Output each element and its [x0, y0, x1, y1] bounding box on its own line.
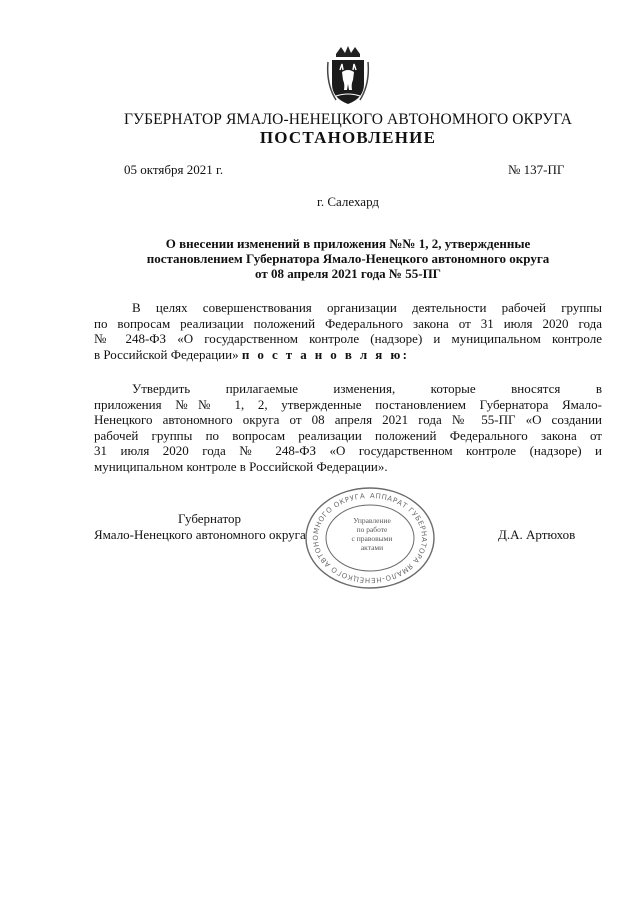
- seal-line: по работе: [356, 525, 388, 534]
- seal-inner-text: [338, 516, 406, 552]
- document-subject: [120, 236, 576, 281]
- issuer-title: ГУБЕРНАТОР ЯМАЛО-НЕНЕЦКОГО АВТОНОМНОГО ОКРУГА: [123, 111, 573, 128]
- seal-ring-text: АППАРАТ ГУБЕРНАТОРА ЯМАЛО-НЕНЕЦКОГО АВТОНОМНОГО ОКРУГА: [311, 491, 429, 585]
- seal-line: с правовыми: [351, 534, 393, 543]
- decree-verb: п о с т а н о в л я ю:: [241, 346, 410, 362]
- coat-of-arms-icon: [326, 44, 370, 108]
- signatory-name: Д.А. Артюхов: [498, 527, 576, 542]
- preamble-paragraph: [94, 300, 602, 362]
- paragraph-line: 31 июля 2020 года № 248-ФЗ «О государственном контроле (надзоре) и: [94, 443, 602, 458]
- signatory-organization: Ямало-Ненецкого автономного округа: [94, 527, 306, 542]
- paragraph-line: приложения №№ 1, 2, утвержденные постановлением Губернатора Ямало-: [94, 396, 602, 412]
- paragraph-line: Ненецкого автономного округа от 08 апреля 2021 года № 55-ПГ «О создании: [94, 412, 602, 427]
- subject-line: постановлением Губернатора Ямало-Ненецкого автономного округа: [146, 251, 550, 266]
- paragraph-line: по вопросам реализации положений Федерального закона от 31 июля 2020 года: [94, 315, 602, 331]
- subject-line: О внесении изменений в приложения №№ 1, 2, утвержденные: [165, 236, 531, 251]
- seal-line: актами: [360, 543, 384, 552]
- paragraph-line: В целях совершенствования организации деятельности рабочей группы: [132, 300, 602, 315]
- seal-line: Управление: [353, 516, 391, 525]
- paragraph-line: рабочей группы по вопросам реализации положений Федерального закона от: [94, 427, 602, 443]
- paragraph-line: муниципальном контроле в Российской Федерации».: [94, 458, 388, 474]
- document-city: г. Салехард: [316, 194, 380, 209]
- paragraph-text: в Российской Федерации»: [94, 346, 239, 362]
- resolution-paragraph: [94, 381, 602, 474]
- paragraph-line: № 248-ФЗ «О государственном контроле (надзоре) и муниципальном контроле: [94, 331, 602, 346]
- document-date: 05 октября 2021 г.: [124, 162, 224, 177]
- signatory-title: Губернатор: [178, 511, 241, 526]
- paragraph-line: Утвердить прилагаемые изменения, которые вносятся в: [132, 381, 602, 396]
- paragraph-line: [94, 347, 602, 363]
- document-number: № 137-ПГ: [508, 162, 565, 177]
- document-type: ПОСТАНОВЛЕНИЕ: [259, 128, 437, 147]
- subject-line: от 08 апреля 2021 года № 55-ПГ: [255, 266, 441, 281]
